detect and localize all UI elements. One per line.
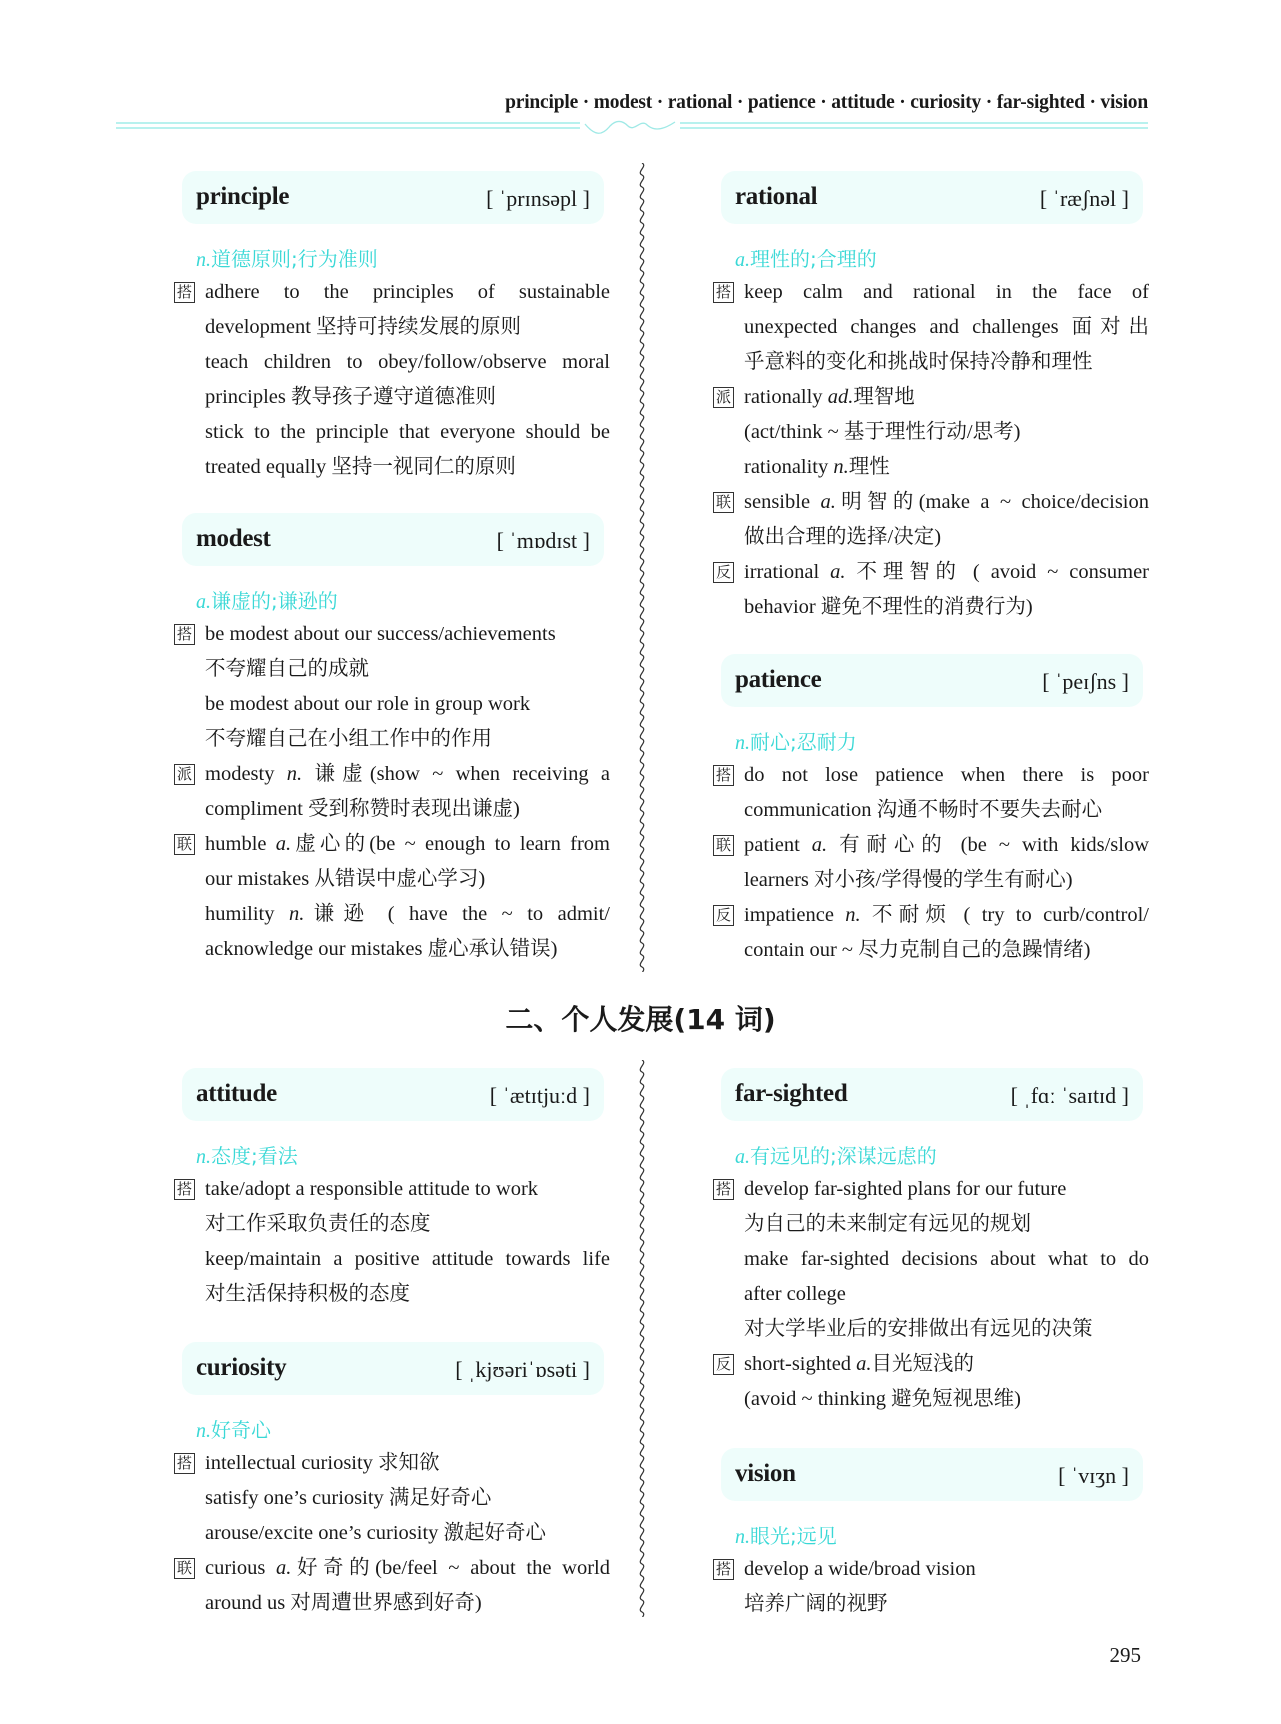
- part-of-speech: n.: [288, 903, 305, 925]
- line-text: teach children to obey/follow/observe moral: [205, 351, 610, 373]
- example-line: [205, 897, 610, 932]
- headword-box: [182, 1068, 604, 1121]
- example-line: [205, 1481, 610, 1516]
- line-text: 谦逊 ( have the ~ to admit/: [304, 903, 610, 925]
- header-ornament: [580, 118, 680, 134]
- example-line: [205, 617, 610, 652]
- definition-text: 理性的;合理的: [750, 247, 877, 271]
- part-of-speech: n.: [286, 763, 303, 785]
- line-text: compliment 受到称赞时表现出谦虚): [205, 798, 520, 820]
- line-text: our mistakes 从错误中虚心学习): [205, 868, 486, 890]
- example-line: [744, 590, 1149, 625]
- line-text: impatience: [744, 904, 846, 926]
- definition: [196, 1414, 271, 1443]
- line-text: 不夸耀自己的成就: [205, 658, 369, 680]
- example-line: [744, 1552, 1149, 1587]
- headword: patience: [735, 666, 822, 693]
- headword: far-sighted: [735, 1080, 848, 1107]
- tag-collocation-icon: 搭: [174, 1453, 195, 1474]
- line-text: 不耐烦 ( try to curb/control/: [860, 904, 1149, 926]
- example-line: [205, 1242, 610, 1277]
- example-line: [205, 275, 610, 310]
- line-text: 不理智的 ( avoid ~ consumer: [845, 561, 1149, 583]
- tag-collocation-icon: 搭: [174, 624, 195, 645]
- line-text: irrational: [744, 561, 831, 583]
- column-divider: [636, 163, 648, 972]
- part-of-speech: n.: [196, 249, 211, 271]
- tag-collocation-icon: 搭: [174, 282, 195, 303]
- line-text: 乎意料的变化和挑战时保持冷静和理性: [744, 351, 1093, 373]
- line-text: 理性: [848, 456, 890, 478]
- headword: curiosity: [196, 1354, 287, 1381]
- line-text: contain our ~ 尽力克制自己的急躁情绪): [744, 939, 1091, 961]
- example-line: [744, 933, 1149, 968]
- line-text: humility: [205, 903, 289, 925]
- line-text: after college: [744, 1283, 846, 1305]
- definition-text: 谦虚的;谦逊的: [211, 589, 338, 613]
- part-of-speech: a.: [735, 249, 750, 271]
- definition-text: 有远见的;深谋远虑的: [750, 1144, 937, 1168]
- running-header: principle · modest · rational · patience · attitude · curiosity · far-sighted · vision: [505, 92, 1148, 113]
- part-of-speech: a.: [276, 1557, 292, 1579]
- headword-box: [721, 1068, 1143, 1121]
- headword-box: [182, 1342, 604, 1395]
- example-line: [205, 862, 610, 897]
- part-of-speech: a.: [856, 1353, 872, 1375]
- line-text: 对大学毕业后的安排做出有远见的决策: [744, 1318, 1093, 1340]
- tag-antonym-icon: 反: [713, 905, 734, 926]
- example-line: [744, 863, 1149, 898]
- example-line: [205, 757, 610, 792]
- headword-box: [182, 513, 604, 566]
- line-text: 有耐心的 (be ~ with kids/slow: [827, 834, 1149, 856]
- line-text: develop a wide/broad vision: [744, 1558, 976, 1580]
- example-line: [205, 1172, 610, 1207]
- phonetic: [ ˈræʃnəl ]: [1039, 186, 1129, 211]
- line-text: 培养广阔的视野: [744, 1593, 888, 1615]
- headword-box: [721, 1448, 1143, 1501]
- line-text: 目光短浅的: [871, 1353, 975, 1375]
- line-text: keep/maintain a positive attitude towards life: [205, 1248, 610, 1270]
- line-text: develop far-sighted plans for our future: [744, 1178, 1067, 1200]
- example-line: [744, 1172, 1149, 1207]
- tag-related-icon: 联: [713, 835, 734, 856]
- example-line: [205, 792, 610, 827]
- example-line: [744, 1207, 1149, 1242]
- example-line: [744, 415, 1149, 450]
- line-text: satisfy one’s curiosity 满足好奇心: [205, 1487, 492, 1509]
- line-text: 理智地: [853, 386, 915, 408]
- tag-related-icon: 联: [713, 492, 734, 513]
- part-of-speech: n.: [196, 1420, 211, 1442]
- example-line: [744, 1347, 1149, 1382]
- line-text: 不夸耀自己在小组工作中的作用: [205, 728, 492, 750]
- part-of-speech: a.: [830, 561, 846, 583]
- tag-antonym-icon: 反: [713, 562, 734, 583]
- part-of-speech: a.: [196, 591, 211, 613]
- part-of-speech: n.: [735, 732, 750, 754]
- part-of-speech: a.: [275, 833, 292, 855]
- line-text: behavior 避免不理性的消费行为): [744, 596, 1033, 618]
- phonetic: [ ˌkjʊəriˈɒsəti ]: [455, 1357, 590, 1382]
- example-line: [205, 1446, 610, 1481]
- example-line: [205, 722, 610, 757]
- phonetic: [ ˈvɪʒn ]: [1058, 1463, 1129, 1488]
- line-text: be modest about our success/achievements: [205, 623, 556, 645]
- tag-collocation-icon: 搭: [713, 1179, 734, 1200]
- headword: vision: [735, 1460, 796, 1487]
- line-text: around us 对周遭世界感到好奇): [205, 1592, 482, 1614]
- column-divider: [636, 1060, 648, 1617]
- definition: [196, 1140, 298, 1169]
- headword: rational: [735, 183, 818, 210]
- example-line: [744, 555, 1149, 590]
- line-text: modesty: [205, 763, 287, 785]
- line-text: keep calm and rational in the face of: [744, 281, 1149, 303]
- example-line: [205, 380, 610, 415]
- example-line: [744, 1382, 1149, 1417]
- tag-collocation-icon: 搭: [713, 765, 734, 786]
- line-text: 虚心的(be ~ enough to learn from: [291, 833, 610, 855]
- tag-related-icon: 联: [174, 834, 195, 855]
- line-text: intellectual curiosity 求知欲: [205, 1452, 440, 1474]
- phonetic: [ ˈætɪtjuːd ]: [489, 1083, 590, 1108]
- example-line: [205, 450, 610, 485]
- tag-related-icon: 联: [174, 1558, 195, 1579]
- example-line: [744, 828, 1149, 863]
- line-text: rationally: [744, 386, 828, 408]
- phonetic: [ ˌfɑː ˈsaɪtɪd ]: [1010, 1083, 1129, 1108]
- section-title: 二、个人发展(14 词): [505, 1003, 776, 1036]
- definition-text: 好奇心: [211, 1418, 271, 1442]
- example-line: [744, 1587, 1149, 1622]
- line-text: curious: [205, 1557, 277, 1579]
- example-line: [205, 827, 610, 862]
- line-text: 谦虚(show ~ when receiving a: [302, 763, 610, 785]
- line-text: short-sighted: [744, 1353, 857, 1375]
- line-text: sensible: [744, 491, 821, 513]
- example-line: [205, 1516, 610, 1551]
- headword: modest: [196, 525, 271, 552]
- definition: [196, 585, 338, 614]
- example-line: [744, 1312, 1149, 1347]
- page-number: 295: [1109, 1643, 1141, 1667]
- phonetic: [ ˈprɪnsəpl ]: [486, 186, 590, 211]
- line-text: development 坚持可持续发展的原则: [205, 316, 522, 338]
- line-text: acknowledge our mistakes 虚心承认错误): [205, 938, 558, 960]
- tag-collocation-icon: 搭: [713, 1559, 734, 1580]
- example-line: [744, 380, 1149, 415]
- line-text: patient: [744, 834, 812, 856]
- definition: [735, 243, 877, 272]
- example-line: [744, 758, 1149, 793]
- line-text: stick to the principle that everyone should be: [205, 421, 610, 443]
- example-line: [744, 275, 1149, 310]
- part-of-speech: n.: [845, 904, 861, 926]
- example-line: [205, 1551, 610, 1586]
- line-text: rationality: [744, 456, 834, 478]
- line-text: 为自己的未来制定有远见的规划: [744, 1213, 1031, 1235]
- headword: attitude: [196, 1080, 277, 1107]
- line-text: adhere to the principles of sustainable: [205, 281, 610, 303]
- definition-text: 道德原则;行为准则: [211, 247, 378, 271]
- part-of-speech: n.: [196, 1146, 211, 1168]
- line-text: be modest about our role in group work: [205, 693, 531, 715]
- example-line: [744, 345, 1149, 380]
- headword-box: [721, 654, 1143, 707]
- line-text: 对生活保持积极的态度: [205, 1283, 410, 1305]
- tag-collocation-icon: 搭: [174, 1179, 195, 1200]
- definition: [196, 243, 378, 272]
- part-of-speech: a.: [735, 1146, 750, 1168]
- headword-box: [182, 171, 604, 224]
- headword-box: [721, 171, 1143, 224]
- example-line: [744, 485, 1149, 520]
- example-line: [744, 450, 1149, 485]
- part-of-speech: a.: [811, 834, 828, 856]
- line-text: principles 教导孩子遵守道德准则: [205, 386, 496, 408]
- definition: [735, 1520, 837, 1549]
- phonetic: [ ˈmɒdɪst ]: [496, 528, 590, 553]
- line-text: 明智的(make a ~ choice/decision: [835, 491, 1149, 513]
- example-line: [205, 310, 610, 345]
- part-of-speech: a.: [820, 491, 836, 513]
- example-line: [205, 652, 610, 687]
- line-text: do not lose patience when there is poor: [744, 764, 1149, 786]
- example-line: [744, 1277, 1149, 1312]
- line-text: (avoid ~ thinking 避免短视思维): [744, 1388, 1021, 1410]
- part-of-speech: n.: [833, 456, 849, 478]
- line-text: 好奇的(be/feel ~ about the world: [291, 1557, 610, 1579]
- line-text: unexpected changes and challenges 面对出: [744, 316, 1149, 338]
- part-of-speech: ad.: [827, 386, 854, 408]
- tag-antonym-icon: 反: [713, 1354, 734, 1375]
- line-text: arouse/excite one’s curiosity 激起好奇心: [205, 1522, 547, 1544]
- line-text: treated equally 坚持一视同仁的原则: [205, 456, 516, 478]
- line-text: learners 对小孩/学得慢的学生有耐心): [744, 869, 1073, 891]
- definition: [735, 726, 857, 755]
- tag-collocation-icon: 搭: [713, 282, 734, 303]
- example-line: [205, 1277, 610, 1312]
- example-line: [205, 345, 610, 380]
- definition-text: 耐心;忍耐力: [750, 730, 857, 754]
- example-line: [205, 932, 610, 967]
- tag-derivative-icon: 派: [174, 764, 195, 785]
- line-text: humble: [205, 833, 276, 855]
- part-of-speech: n.: [735, 1526, 750, 1548]
- example-line: [205, 1586, 610, 1621]
- phonetic: [ ˈpeɪʃns ]: [1042, 669, 1129, 694]
- example-line: [205, 687, 610, 722]
- tag-derivative-icon: 派: [713, 387, 734, 408]
- example-line: [744, 520, 1149, 555]
- line-text: take/adopt a responsible attitude to work: [205, 1178, 539, 1200]
- headword: principle: [196, 183, 290, 210]
- definition: [735, 1140, 937, 1169]
- example-line: [205, 415, 610, 450]
- example-line: [744, 1242, 1149, 1277]
- line-text: (act/think ~ 基于理性行动/思考): [744, 421, 1021, 443]
- example-line: [205, 1207, 610, 1242]
- example-line: [744, 310, 1149, 345]
- line-text: 做出合理的选择/决定): [744, 526, 942, 548]
- line-text: communication 沟通不畅时不要失去耐心: [744, 799, 1103, 821]
- line-text: make far-sighted decisions about what to do: [744, 1248, 1149, 1270]
- definition-text: 眼光;远见: [750, 1524, 837, 1548]
- definition-text: 态度;看法: [211, 1144, 298, 1168]
- line-text: 对工作采取负责任的态度: [205, 1213, 431, 1235]
- example-line: [744, 793, 1149, 828]
- example-line: [744, 898, 1149, 933]
